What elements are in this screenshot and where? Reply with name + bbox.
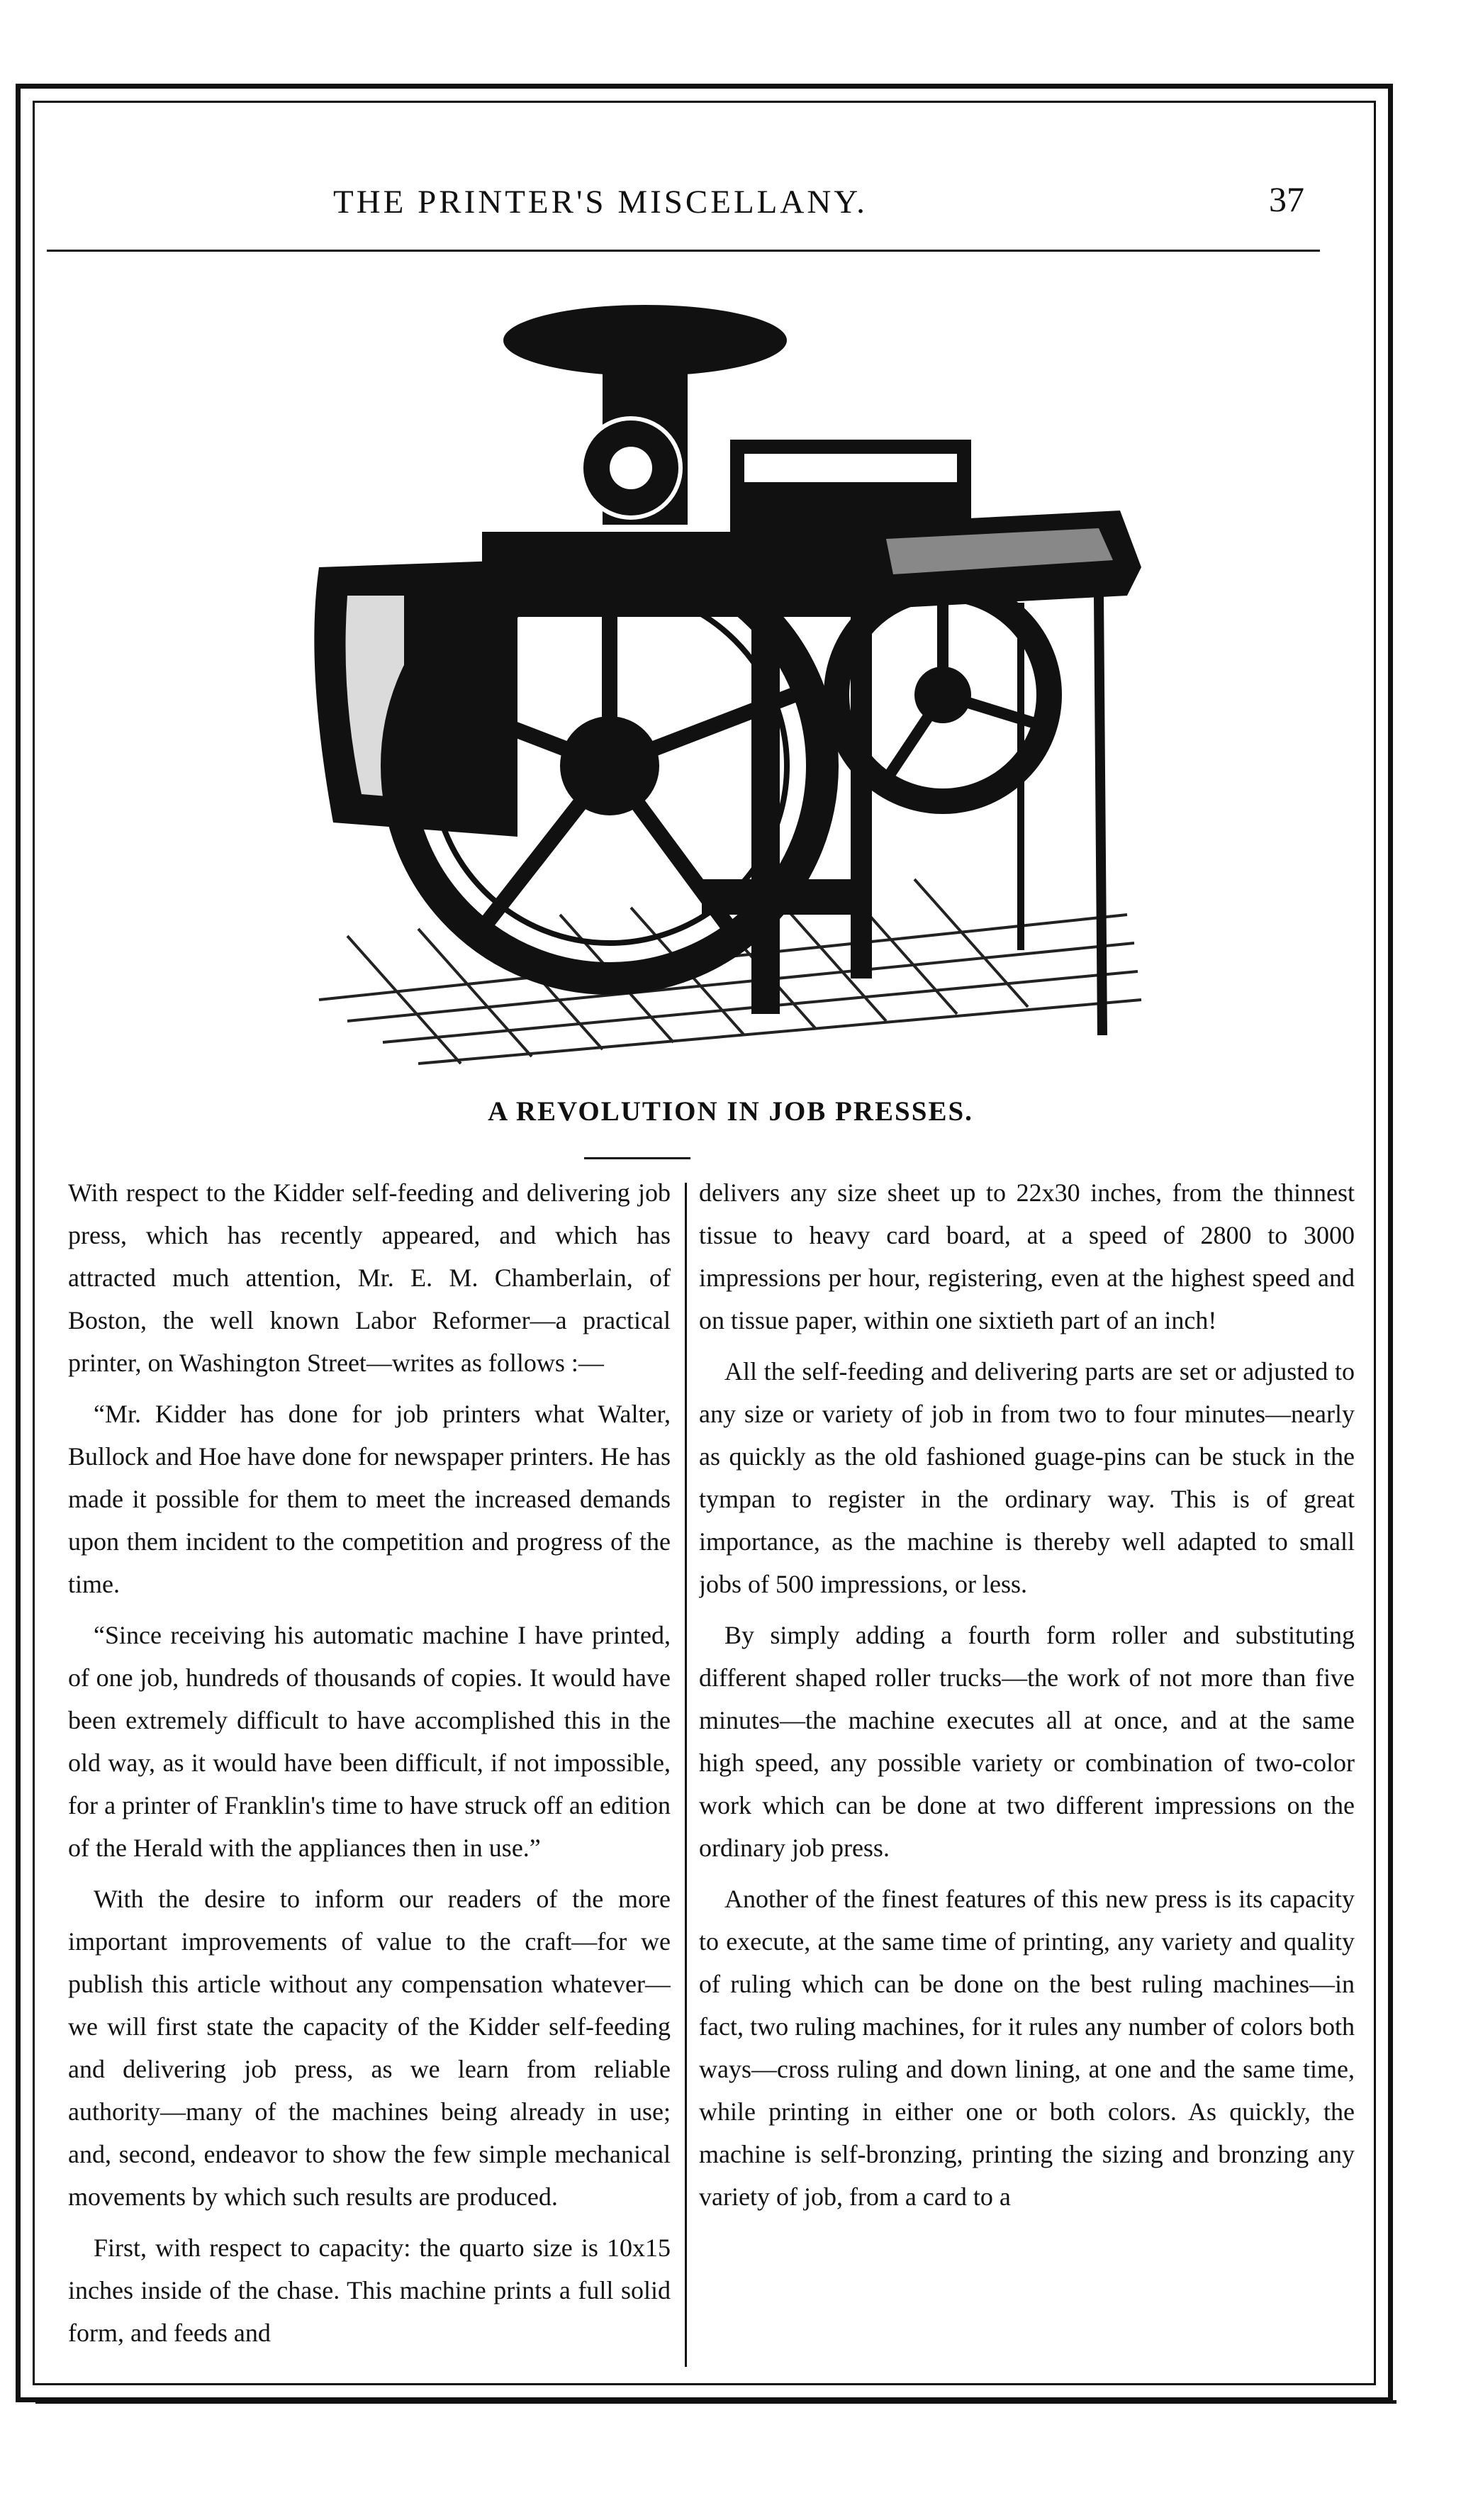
paragraph: Another of the finest features of this new press is its capacity to execute, at the same time of printing, any variety and quality of ruling which can be done on the best ruling machines—in fact, two ruling machines, for it rules any number of colors both ways—cross ruling and down lining, at one and the same time, while printing in either one or both colors. As quickly, the machine is self-bronzing, printing the sizing and bronzing any variety of job, from a card to a (699, 1885, 1355, 2211)
article-left-column (68, 1171, 671, 2354)
paragraph: delivers any size sheet up to 22x30 inches, from the thinnest tissue to heavy card board, at a speed of 2800 to 3000 impressions per hour, registering, even at the highest speed and on tissue paper, within one sixtieth part of an inch! (699, 1178, 1355, 1334)
paragraph: By simply adding a fourth form roller and substituting different shaped roller trucks—the work of not more than five minutes—the machine executes all at once, and at the same high speed, any possible variety or combination of two-color work which can be done at two different impressions on the ordinary job press. (699, 1621, 1355, 1862)
paragraph: With respect to the Kidder self-feeding and delivering job press, which has recently appeared, and which has attracted much attention, Mr. E. M. Chamberlain, of Boston, the well known Labor Reformer—a practical printer, on Washington Street—writes as follows :— (68, 1178, 671, 1377)
bottom-rule (35, 2400, 1396, 2404)
running-head-title: THE PRINTER'S MISCELLANY. (333, 184, 868, 221)
paragraph: All the self-feeding and delivering parts are set or adjusted to any size or variety of job in from two to four minutes—nearly as quickly as the old fashioned guage-pins can be stuck in the tympan to register in the ordinary way. This is of great importance, as the machine is thereby well adapted to small jobs of 500 impressions, or less. (699, 1357, 1355, 1598)
column-divider (685, 1183, 687, 2367)
header-rule (47, 250, 1320, 252)
paragraph: “Mr. Kidder has done for job printers what Walter, Bullock and Hoe have done for newspaper printers. He has made it possible for them to meet the increased demands upon them incident to the competition and progress of the time. (68, 1400, 671, 1598)
figure-caption: A REVOLUTION IN JOB PRESSES. (488, 1096, 973, 1127)
caption-rule (584, 1157, 690, 1159)
job-press-illustration (305, 298, 1155, 1085)
paragraph: With the desire to inform our readers of the more important improvements of value to the craft—for we publish this article without any compensation whatever—we will first state the capacity of the Kidder self-feeding and delivering job press, as we learn from reliable authority—many of the machines being already in use; and, second, endeavor to show the few simple mechanical movements by which such results are produced. (68, 1885, 671, 2211)
article-right-column (699, 1171, 1355, 2354)
page-number: 37 (1269, 179, 1304, 219)
paragraph: “Since receiving his automatic machine I have printed, of one job, hundreds of thousands of copies. It would have been extremely difficult to have accomplished this in the old way, as it would have been difficult, if not impossible, for a printer of Franklin's time to have struck off an edition of the Herald with the appliances then in use.” (68, 1621, 671, 1862)
paragraph: First, with respect to capacity: the quarto size is 10x15 inches inside of the chase. This machine prints a full solid form, and feeds and (68, 2234, 671, 2347)
